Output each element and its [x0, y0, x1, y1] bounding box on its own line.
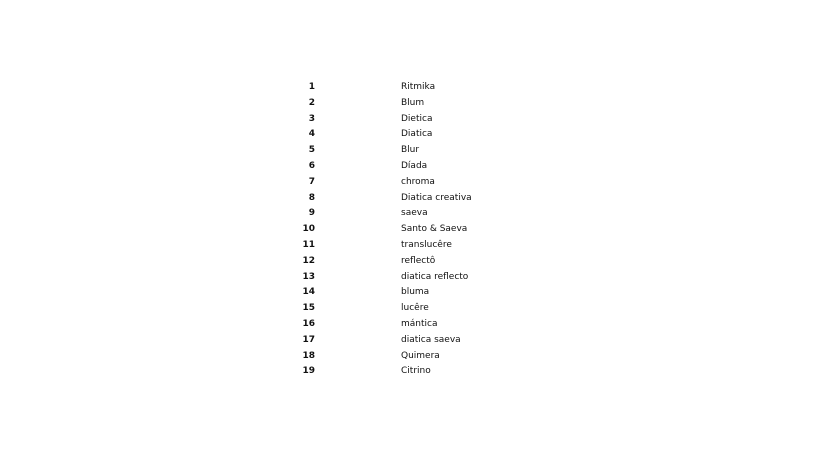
list-item	[0, 254, 820, 270]
item-name: Quimera	[401, 350, 440, 361]
item-name: Diatica	[401, 129, 433, 140]
list-item	[0, 222, 820, 238]
list-item	[0, 175, 820, 191]
list-item	[0, 206, 820, 222]
item-number: 10	[302, 224, 315, 235]
item-number: 12	[302, 255, 315, 266]
list-item	[0, 270, 820, 286]
item-number: 5	[308, 145, 315, 156]
item-number: 15	[302, 303, 315, 314]
item-name: Ritmika	[401, 82, 436, 92]
item-name: Citrino	[401, 366, 431, 377]
item-number: 11	[302, 239, 315, 250]
item-number: 6	[308, 160, 315, 171]
item-name: Blur	[401, 145, 420, 156]
item-name: chroma	[401, 176, 435, 187]
item-name: reflectô	[401, 255, 436, 266]
item-number: 16	[302, 318, 315, 329]
list-item	[0, 143, 820, 159]
item-name: translucêre	[401, 239, 452, 250]
list-item	[0, 364, 820, 380]
item-number: 9	[308, 208, 315, 219]
item-name: bluma	[401, 287, 430, 298]
item-name: diatica saeva	[401, 334, 461, 345]
list-item	[0, 127, 820, 143]
list-item	[0, 349, 820, 365]
item-number: 19	[302, 366, 315, 377]
item-number: 4	[308, 129, 315, 140]
item-number: 3	[308, 113, 315, 124]
item-number: 2	[308, 97, 315, 108]
list-item	[0, 159, 820, 175]
item-number: 1	[308, 82, 315, 92]
item-name: Díada	[401, 160, 428, 171]
list-item	[0, 317, 820, 333]
item-name: Blum	[401, 97, 425, 108]
item-name: diatica reflecto	[401, 271, 469, 282]
list-item	[0, 112, 820, 128]
item-number: 14	[302, 287, 315, 298]
item-number: 7	[308, 176, 315, 187]
item-name: Diatica creativa	[401, 192, 472, 203]
list-item	[0, 333, 820, 349]
item-name: lucêre	[401, 303, 429, 314]
name-list	[0, 80, 820, 380]
list-item	[0, 301, 820, 317]
list-item	[0, 80, 820, 96]
item-name: mántica	[401, 318, 438, 329]
item-name: saeva	[401, 208, 428, 219]
item-number: 13	[302, 271, 315, 282]
item-number: 18	[302, 350, 315, 361]
list-item	[0, 96, 820, 112]
item-number: 17	[302, 334, 315, 345]
list-item	[0, 191, 820, 207]
item-number: 8	[308, 192, 315, 203]
list-item	[0, 238, 820, 254]
list-item	[0, 285, 820, 301]
item-name: Dietica	[401, 113, 433, 124]
item-name: Santo & Saeva	[401, 224, 468, 235]
